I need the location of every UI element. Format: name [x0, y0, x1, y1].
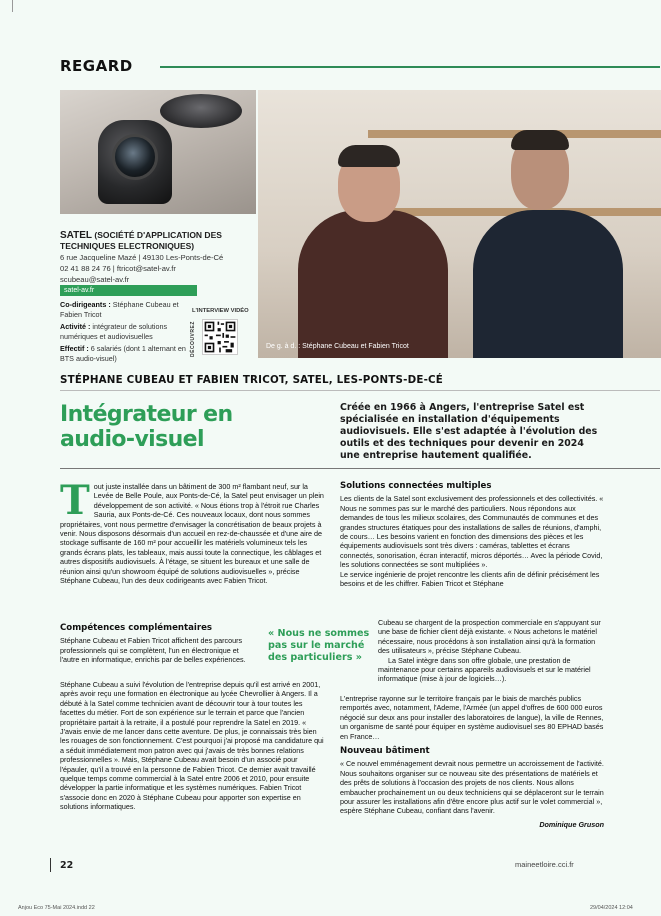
subheading: Nouveau bâtiment	[340, 746, 430, 757]
speakerphone-image	[160, 94, 242, 128]
activite-value: intégrateur de solutions numériques et audiovisuelles	[60, 322, 168, 341]
paragraph: out juste installée dans un bâtiment de 300 m² flambant neuf, sur la Levée de Belle Poule, aux Ponts-de-Cé, la Satel peut envisager un plein développement de son activité. « Nous étions trop à l'étroit rue Charles Sauria, aux Ponts-de-Cé. Ces nouveaux locaux, dont nous sommes propriétaires, vont nous permettre d'envisager la concrétisation de beaux projets à venir. Nous disposons désormais d'un accueil en rez-de-chaussée et d'une aire de stockage suffisante de 160 m² pour accueillir les matériels volumineux tels les grands écrans plats, les tableaux, mais aussi toute la connectique, les câblages et autres dispositifs audiovisuels. À l'étage, se situent les bureaux et une salle de réunion ainsi qu'un showroom équipé de solutions audiovisuelles », précise Stéphane Cubeau, l'un des deux codirigeants avec Fabien Tricot.	[60, 482, 324, 586]
print-slug-left: Anjou Eco 75-Mai 2024.indd 22	[18, 905, 95, 911]
body-column-left-mid	[60, 623, 256, 665]
company-address	[60, 252, 260, 285]
paragraph: Stéphane Cubeau a suivi l'évolution de l'entreprise depuis qu'il est arrivé en 2001, après avoir reçu une formation en électronique au lycée Chevrollier à Angers. Il a débuté à la Satel comme technicien avant de découvrir tour à tour toutes les facettes du métier. Fort de son expérience sur le terrain et parce que l'ancien propriétaire partait à la retraite, il a postulé pour reprendre la Satel en 2019. « J'avais envie de me lancer dans cette aventure. De plus, je connaissais très bien les rouages de son fonctionnement. C'est pourquoi j'ai proposé ma candidature qui a séduit immédiatement mon patron avec qui j'avais de très bonnes relations professionnelles ». Mais, Stéphane Cubeau avait besoin d'un associé pour l'épauler, qu'il a trouvé en la personne de Fabien Tricot. Ce dernier avait travaillé quelque temps comme commercial à la Satel entre 2006 et 2010, pour ensuite développer la partie informatique et les systèmes numériques. Fabien Tricot s'associe donc en 2020 à Stéphane Cubeau pour apporter son expertise en solutions informatiques.	[60, 680, 324, 812]
qr-code-icon[interactable]	[202, 319, 238, 355]
divider	[60, 390, 660, 391]
person-left-hair	[338, 145, 400, 167]
camera-lens-image	[112, 134, 158, 180]
print-slug-right: 29/04/2024 12:04	[590, 905, 633, 911]
section-tag: REGARD	[60, 57, 133, 75]
pull-quote: « Nous ne sommes pas sur le marché des particuliers »	[268, 628, 370, 663]
activite-label: Activité :	[60, 322, 91, 332]
person-left-body	[298, 210, 448, 358]
article-title: Intégrateur en audio-visuel	[60, 402, 233, 452]
paragraph: Stéphane Cubeau et Fabien Tricot affichent des parcours professionnels qui se complètent, l'un en électronique et l'autre en informatique, enrichis par de belles expériences.	[60, 636, 246, 665]
portrait-photo	[258, 90, 661, 358]
paragraph: Le service ingénierie de projet rencontre les clients afin de définir précisément les besoins et de les chiffrer. Fabien Tricot et Stéphane	[340, 569, 600, 589]
paragraph: Les clients de la Satel sont exclusivement des professionnels et des collectivités. « Nous ne sommes pas sur le marché des particuliers. Nous répondons aux demandes de tous les milieux scolaires, des Communautés de communes et des grandes structures étatiques pour des installations de salles de réunions, d'amphi, de cours… Les besoins varient en fonction des dimensions des pièces et les équipements audiovisuels sont très divers : caméras, tablettes et écrans connectés, sonorisation, écran interactif, micros déportés… Avec la période Covid, les solutions connectées se sont multipliées ».	[340, 494, 604, 570]
person-right-hair	[511, 130, 569, 150]
photo-caption: De g. à d. : Stéphane Cubeau et Fabien Tricot	[266, 343, 409, 350]
divider	[60, 468, 660, 469]
person-right-body	[473, 210, 623, 358]
body-column-right-indented	[378, 618, 604, 684]
author-signature: Dominique Gruson	[539, 819, 604, 829]
footer-rule	[50, 858, 51, 872]
codirigeants-label: Co-dirigeants :	[60, 300, 111, 309]
email-line: scubeau@satel-av.fr	[60, 275, 130, 284]
effectif-value: 6 salariés (dont 1 alternant en BTS audio-visuel)	[60, 344, 186, 363]
paragraph: « Ce nouvel emménagement devrait nous permettre un accroissement de l'activité. Nous souhaitons organiser sur ce nouveau site des présentations de matériels et des prêts de solutions à l'occasion des projets de nos clients. Nous allons embaucher prochainement un ou deux techniciens qui se déplaceront sur le terrain pour assurer les installations afin d'être encore plus actif sur le volet commercial », espère Stéphane Cubeau, confiant dans l'avenir.	[340, 759, 604, 816]
product-photo	[60, 90, 256, 214]
body-column-right-top	[340, 482, 604, 588]
header-rule	[160, 66, 660, 68]
address-line: 6 rue Jacqueline Mazé | 49130 Les-Ponts-de-Cé	[60, 253, 224, 262]
body-column-left-bottom	[60, 680, 326, 812]
paragraph: Cubeau se chargent de la prospection commerciale en s'appuyant sur une base de fichier client déjà existante. « Nous achetons le matériel nécessaire, nous procédons à son installation ainsi qu'à la formation des utilisateurs », précise Stéphane Cubeau.	[378, 618, 601, 656]
crop-mark	[12, 0, 13, 12]
drop-cap: T	[60, 477, 90, 524]
subheading: Solutions connectées multiples	[340, 481, 492, 491]
company-full-name: (SOCIÉTÉ D'APPLICATION DES TECHNIQUES ELECTRONIQUES)	[60, 230, 222, 251]
body-column-right-bottom	[340, 694, 604, 829]
footer-website[interactable]: maineetloire.cci.fr	[515, 860, 574, 869]
website-badge[interactable]: satel-av.fr	[60, 285, 197, 296]
decouvrez-label: DÉCOUVREZ	[190, 321, 196, 357]
codirigeants-value: Stéphane Cubeau et Fabien Tricot	[60, 300, 179, 319]
paragraph: L'entreprise rayonne sur le territoire français par le biais de marchés publics remportés avec, notamment, l'Ademe, l'Armée (un appel d'offres de 600 000 euros négocié sur deux ans pour installer des laboratoires de langue), la ville de Rennes, un organisme de santé pour équiper en système audiovisuel ses 80 EPHAD basés en France…	[340, 694, 604, 741]
article-lead: Créée en 1966 à Angers, l'entreprise Satel est spécialisée en installation d'équipements audiovisuels. Elle s'est adaptée à l'évolution des outils et des techniques pour devenir en 2024 une entreprise hautement qualifiée.	[340, 402, 598, 461]
interviewees-bar: STÉPHANE CUBEAU ET FABIEN TRICOT, SATEL, LES-PONTS-DE-CÉ	[60, 374, 444, 386]
page-number: 22	[60, 860, 74, 871]
phone-email-line: 02 41 88 24 76 | ftricot@satel-av.fr	[60, 264, 176, 273]
paragraph: La Satel intègre dans son offre globale, une prestation de maintenance pour certains appareils audiovisuels et sur le matériel informatique (mise à jour de logiciels…).	[378, 655, 591, 684]
interview-video-label: L'INTERVIEW VIDÉO	[192, 308, 249, 314]
company-short-name: SATEL	[60, 230, 93, 241]
subheading: Compétences complémentaires	[60, 623, 213, 633]
company-details	[60, 300, 192, 367]
company-name	[60, 230, 256, 251]
body-column-left-top	[60, 477, 326, 586]
effectif-label: Effectif :	[60, 344, 89, 354]
